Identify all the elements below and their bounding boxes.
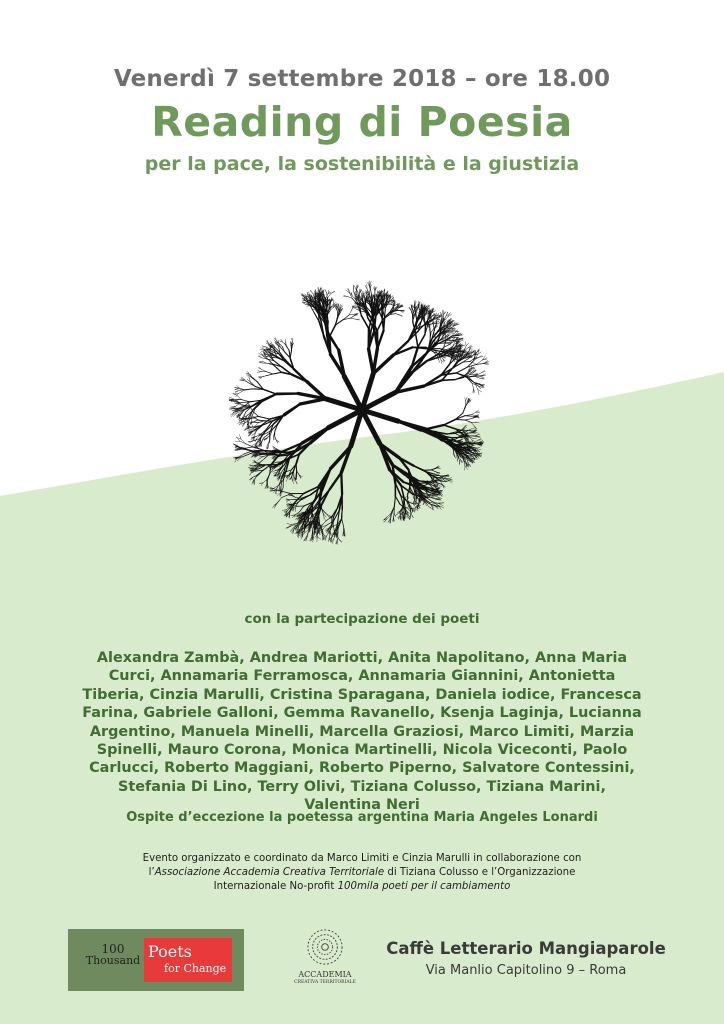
venue-name: Caffè Letterario Mangiaparole [386, 939, 666, 958]
logo-thousand: Thousand [85, 954, 141, 967]
organizer-note [112, 852, 612, 894]
accademia-logo [290, 928, 360, 988]
event-date-line: Venerdì 7 settembre 2018 – ore 18.00 [113, 66, 611, 92]
logo-poets-word: Poets [148, 942, 192, 961]
organizer-note-organization: 100mila poeti per il cambiamento [337, 881, 511, 892]
guest-name: Maria Angeles Lonardi [433, 810, 598, 825]
logo-number: 100 [101, 942, 125, 956]
logo-for-change: for Change [164, 962, 227, 975]
logo-red-box [144, 938, 232, 982]
accademia-subtitle: CREATIVA TERRITORIALE [294, 980, 356, 985]
organizer-note-association: Associazione Accademia Creativa Territoriale [154, 867, 385, 878]
venue-address: Via Manlio Capitolino 9 – Roma [425, 963, 627, 978]
accademia-name: ACCADEMIA [298, 970, 352, 979]
guest-line [0, 810, 724, 825]
organizer-note-part2: di Tiziana Colusso e l’Organizzazione Internazionale No-profit [213, 867, 576, 892]
100-thousand-poets-logo [68, 929, 244, 991]
spiral-icon [306, 928, 344, 966]
event-subtitle: per la pace, la sostenibilità e la giustizia [144, 153, 580, 175]
poets-list: Alexandra Zambà, Andrea Mariotti, Anita Napolitano, Anna Maria Curci, Annamaria Ferramosca, Annamaria Giannini, Antonietta Tiberia, Cinzia Marulli, Cristina Sparagana, Daniela iodice, Francesca Farina, Gabriele Galloni, Gemma Ravanello, Ksenja Laginja, Lucianna Argentino, Manuela Minelli, Marcella Graziosi, Marco Limiti, Marzia Spinelli, Mauro Corona, Monica Martinelli, Nicola Viceconti, Paolo Carlucci, Roberto Maggiani, Roberto Piperno, Salvatore Contessini, Stefania Di Lino, Terry Olivi, Tiziana Colusso, Tiziana Marini, Valentina Neri [82, 650, 642, 814]
organizer-note-part1: Evento organizzato e coordinato da Marco Limiti e Cinzia Marulli in collaborazione con l’ [142, 853, 582, 878]
event-title: Reading di Poesia [151, 98, 573, 146]
participation-heading: con la partecipazione dei poeti [244, 611, 480, 627]
guest-prefix: Ospite d’eccezione la poetessa argentina [126, 810, 430, 825]
tree-illustration [186, 234, 538, 586]
